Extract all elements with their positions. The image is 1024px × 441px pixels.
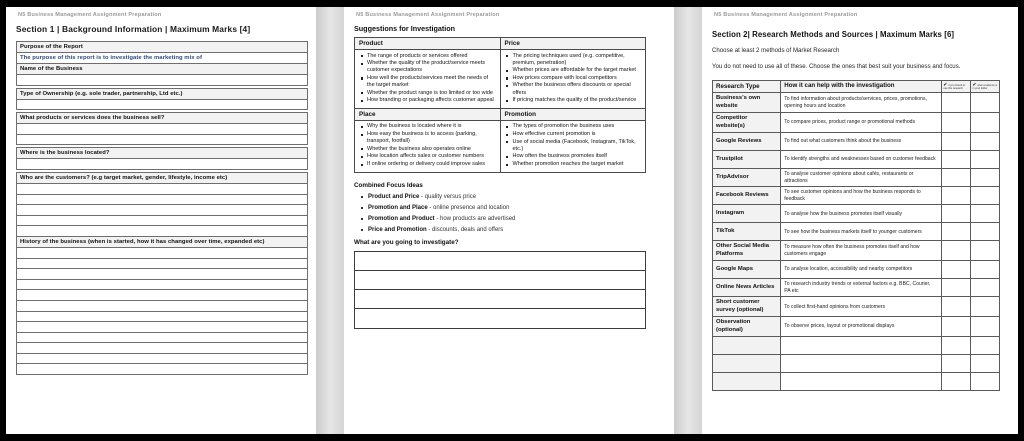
research-help-cell: To collect first-hand opinions from customers (781, 297, 942, 317)
intend-to-use-checkbox-cell[interactable] (941, 317, 970, 337)
page-header-2: N5 Business Management Assignment Preparation (356, 12, 500, 18)
research-help-cell: To compare prices, product range or promotional methods (781, 113, 942, 133)
form-answer-blank[interactable] (17, 134, 308, 145)
evidence-in-folder-checkbox-cell[interactable] (970, 93, 999, 113)
mix-bullet-item: Whether promotion reaches the target market (513, 161, 643, 168)
research-type-cell (713, 355, 781, 373)
check-icon-1: ✔ (943, 81, 948, 88)
intend-to-use-checkbox-cell[interactable] (941, 113, 970, 133)
research-help-cell: To find information about products/services, prices, promotions, opening hours and location (781, 93, 942, 113)
research-help-cell: To observe prices, layout or promotional displays (781, 317, 942, 337)
form-row (17, 88, 308, 99)
evidence-in-folder-checkbox-cell[interactable] (970, 241, 999, 261)
table-row (713, 317, 1000, 337)
form-answer-blank[interactable] (17, 311, 308, 322)
viewport-left-edge (0, 0, 6, 441)
intend-to-use-checkbox-cell[interactable] (941, 241, 970, 261)
col-header-evidence-in-folder-label: when evidence is in your folder (972, 83, 998, 91)
form-row (17, 194, 308, 205)
answer-line[interactable] (355, 290, 645, 309)
research-type-cell (713, 337, 781, 355)
mix-bullet-item: How often the business promotes itself (513, 153, 643, 160)
mix-bullet-item: If online ordering or delivery could improve sales (367, 161, 497, 168)
research-methods-table (712, 80, 1000, 391)
combined-focus-item (368, 203, 666, 214)
form-row (17, 183, 308, 194)
page-gutter-2 (674, 0, 702, 441)
mix-heading-place: Place (355, 108, 501, 120)
mix-body-row-2 (355, 120, 646, 172)
combined-focus-list (368, 192, 666, 236)
form-row (17, 53, 308, 64)
viewport-bottom-bar (0, 434, 1024, 441)
form-row (17, 322, 308, 333)
investigation-answer-box[interactable] (354, 251, 646, 329)
research-type-cell (713, 373, 781, 391)
form-row (17, 64, 308, 75)
form-row (17, 42, 308, 53)
form-row (17, 332, 308, 343)
mix-heading-promotion: Promotion (500, 108, 646, 120)
intend-to-use-checkbox-cell[interactable] (941, 261, 970, 279)
intend-to-use-checkbox-cell[interactable] (941, 223, 970, 241)
mix-cell-price (500, 50, 646, 109)
table-row (713, 279, 1000, 297)
research-type-cell: Other Social Media Platforms (713, 241, 781, 261)
form-answer-blank[interactable] (17, 75, 308, 86)
answer-line[interactable] (355, 271, 645, 290)
form-row (17, 279, 308, 290)
mix-bullet-item: The range of products or services offered (367, 53, 497, 60)
mix-heading-product: Product (355, 38, 501, 50)
viewport-top-bar (0, 0, 1024, 7)
research-table-header-row (713, 81, 1000, 93)
form-answer-blank[interactable] (17, 183, 308, 194)
form-row (17, 99, 308, 110)
evidence-in-folder-checkbox-cell[interactable] (970, 373, 999, 391)
page-header-1: N5 Business Management Assignment Preparation (18, 12, 162, 18)
form-question-label: Where is the business located? (17, 148, 308, 159)
form-row (17, 247, 308, 258)
form-row (17, 205, 308, 216)
form-answer-blank[interactable] (17, 258, 308, 269)
table-row (713, 187, 1000, 205)
evidence-in-folder-checkbox-cell[interactable] (970, 223, 999, 241)
form-row (17, 236, 308, 247)
combined-focus-item-bold: Promotion and Place (368, 204, 428, 211)
mix-cell-place (355, 120, 501, 172)
evidence-in-folder-checkbox-cell[interactable] (970, 187, 999, 205)
section-2-note-2: You do not need to use all of these. Choose the ones that best suit your business and focus. (712, 63, 961, 70)
table-row (713, 133, 1000, 151)
table-row (713, 261, 1000, 279)
form-row (17, 290, 308, 301)
evidence-in-folder-checkbox-cell[interactable] (970, 279, 999, 297)
research-help-cell: To analyse customer opinions about cafés, restaurants or attractions (781, 169, 942, 187)
table-row (713, 93, 1000, 113)
form-question-label: Purpose of the Report (17, 42, 308, 53)
marketing-mix-table (354, 37, 646, 173)
section-2-title: Section 2| Research Methods and Sources | Maximum Marks [6] (712, 30, 955, 39)
form-row (17, 269, 308, 280)
research-help-cell: To see customer opinions and how the business responds to feedback (781, 187, 942, 205)
form-answer-blank[interactable] (17, 343, 308, 354)
research-type-cell: Business's own website (713, 93, 781, 113)
research-help-cell: To see how the business markets itself to younger customers (781, 223, 942, 241)
mix-bullet-item: Whether the business also operates online (367, 146, 497, 153)
evidence-in-folder-checkbox-cell[interactable] (970, 151, 999, 169)
research-help-cell: To find out what customers think about the business (781, 133, 942, 151)
table-row (713, 113, 1000, 133)
form-answer-blank[interactable] (17, 215, 308, 226)
mix-bullet-item: The pricing techniques used (e.g. competitive, premium, penetration) (513, 53, 643, 67)
intend-to-use-checkbox-cell[interactable] (941, 297, 970, 317)
mix-cell-promotion (500, 120, 646, 172)
document-page-2 (344, 0, 674, 441)
evidence-in-folder-checkbox-cell[interactable] (970, 355, 999, 373)
form-row (17, 226, 308, 237)
mix-body-row-1 (355, 50, 646, 109)
evidence-in-folder-checkbox-cell[interactable] (970, 205, 999, 223)
form-question-label: Who are the customers? (e.g target market, gender, lifestyle, income etc) (17, 172, 308, 183)
form-answer-blank[interactable] (17, 332, 308, 343)
form-answer-blank[interactable] (17, 205, 308, 216)
research-help-cell: To analyse how the business promotes itself visually (781, 205, 942, 223)
mix-bullet-item: How effective current promotion is (513, 131, 643, 138)
check-icon-2: ✔ (972, 81, 977, 88)
form-row (17, 258, 308, 269)
form-row (17, 311, 308, 322)
evidence-in-folder-checkbox-cell[interactable] (970, 297, 999, 317)
mix-bullet-item: How location affects sales or customer numbers (367, 153, 497, 160)
mix-bullet-item: Why the business is located where it is (367, 123, 497, 130)
form-row (17, 215, 308, 226)
combined-focus-item-rest: - quality versus price (419, 193, 477, 200)
combined-focus-title: Combined Focus Ideas (354, 181, 423, 189)
research-type-cell: Google Maps (713, 261, 781, 279)
evidence-in-folder-checkbox-cell[interactable] (970, 113, 999, 133)
section-1-title: Section 1 | Background Information | Maximum Marks [4] (16, 24, 251, 34)
intend-to-use-checkbox-cell[interactable] (941, 133, 970, 151)
form-row (17, 172, 308, 183)
intend-to-use-checkbox-cell[interactable] (941, 373, 970, 391)
evidence-in-folder-checkbox-cell[interactable] (970, 337, 999, 355)
form-answer-blank[interactable] (17, 279, 308, 290)
intend-to-use-checkbox-cell[interactable] (941, 355, 970, 373)
table-row (713, 223, 1000, 241)
form-row (17, 113, 308, 124)
mix-bullet-item: How prices compare with local competitors (513, 75, 643, 82)
form-question-label: Type of Ownership (e.g. sole trader, partnership, Ltd etc.) (17, 88, 308, 99)
research-help-cell (781, 337, 942, 355)
col-header-how-it-helps: How it can help with the investigation (781, 81, 942, 93)
investigate-prompt: What are you going to investigate? (354, 238, 459, 246)
col-header-evidence-in-folder (970, 81, 999, 93)
table-row (713, 373, 1000, 391)
mix-bullet-item: How branding or packaging affects customer appeal (367, 97, 497, 104)
combined-focus-item-bold: Product and Price (368, 193, 420, 200)
evidence-in-folder-checkbox-cell[interactable] (970, 317, 999, 337)
evidence-in-folder-checkbox-cell[interactable] (970, 261, 999, 279)
intend-to-use-checkbox-cell[interactable] (941, 279, 970, 297)
form-question-label: What products or services does the business sell? (17, 113, 308, 124)
form-row (17, 364, 308, 375)
form-answer-blank[interactable] (17, 300, 308, 311)
intend-to-use-checkbox-cell[interactable] (941, 337, 970, 355)
research-help-cell: To analyse location, accessibility and nearby competitors (781, 261, 942, 279)
research-help-cell (781, 373, 942, 391)
intend-to-use-checkbox-cell[interactable] (941, 205, 970, 223)
mix-header-row-2 (355, 108, 646, 120)
form-question-label: History of the business (when is started, how it has changed over time, expanded etc) (17, 236, 308, 247)
form-row (17, 343, 308, 354)
form-answer-blank[interactable] (17, 194, 308, 205)
combined-focus-item-rest: - discounts, deals and offers (426, 226, 504, 233)
mix-bullet-item: Whether the quality of the product/service meets customer expectations (367, 60, 497, 74)
combined-focus-item (368, 214, 666, 225)
col-header-research-type: Research Type (713, 81, 781, 93)
mix-bullet-item: Whether prices are affordable for the target market (513, 67, 643, 74)
research-help-cell (781, 355, 942, 373)
table-row (713, 337, 1000, 355)
mix-bullet-item: The types of promotion the business uses (513, 123, 643, 130)
form-answer-blank[interactable] (17, 353, 308, 364)
combined-focus-item-bold: Price and Promotion (368, 226, 427, 233)
form-answer-filled[interactable]: The purpose of this report is to investigate the marketing mix of (17, 53, 308, 64)
research-type-cell: Instagram (713, 205, 781, 223)
document-page-1 (6, 0, 316, 441)
research-type-cell: Trustpilot (713, 151, 781, 169)
mix-bullet-item: How easy the business is to access (parking, transport, footfall) (367, 131, 497, 145)
form-row (17, 124, 308, 135)
form-answer-blank[interactable] (17, 159, 308, 170)
form-answer-blank[interactable] (17, 269, 308, 280)
research-help-cell: To measure how often the business promotes itself and how customers engage (781, 241, 942, 261)
mix-bullet-item: Use of social media (Facebook, Instagram, TikTok, etc.) (513, 139, 643, 153)
mix-cell-product (355, 50, 501, 109)
suggestions-title: Suggestions for Investigation (354, 24, 456, 33)
intend-to-use-checkbox-cell[interactable] (941, 151, 970, 169)
background-information-form (16, 41, 308, 375)
research-help-cell: To research industry trends or external factors e.g. BBC, Courier, PA etc (781, 279, 942, 297)
form-answer-blank[interactable] (17, 364, 308, 375)
evidence-in-folder-checkbox-cell[interactable] (970, 169, 999, 187)
research-type-cell: Google Reviews (713, 133, 781, 151)
mix-bullet-item: Whether the business offers discounts or special offers (513, 82, 643, 96)
form-answer-blank[interactable] (17, 99, 308, 110)
section-2-note-1: Choose at least 2 methods of Market Research (712, 47, 840, 54)
mix-heading-price: Price (500, 38, 646, 50)
form-question-label: Name of the Business (17, 64, 308, 75)
form-row (17, 300, 308, 311)
form-row (17, 134, 308, 145)
combined-focus-item-bold: Promotion and Product (368, 215, 435, 222)
form-answer-blank[interactable] (17, 124, 308, 135)
form-row (17, 353, 308, 364)
answer-line[interactable] (355, 309, 645, 328)
mix-bullet-item: Whether the product range is too limited or too wide (367, 90, 497, 97)
answer-line[interactable] (355, 252, 645, 271)
page-gutter-1 (316, 0, 344, 441)
research-type-cell: TikTok (713, 223, 781, 241)
col-header-intend-to-use (941, 81, 970, 93)
col-header-intend-to-use-label: if you intend to use this research (943, 83, 966, 91)
research-type-cell: Short customer survey (optional) (713, 297, 781, 317)
table-row (713, 151, 1000, 169)
form-answer-blank[interactable] (17, 290, 308, 301)
form-answer-blank[interactable] (17, 226, 308, 237)
form-answer-blank[interactable] (17, 322, 308, 333)
mix-header-row-1 (355, 38, 646, 50)
evidence-in-folder-checkbox-cell[interactable] (970, 133, 999, 151)
research-type-cell: Online News Articles (713, 279, 781, 297)
table-row (713, 297, 1000, 317)
combined-focus-item-rest: - online presence and location (427, 204, 510, 211)
intend-to-use-checkbox-cell[interactable] (941, 93, 970, 113)
intend-to-use-checkbox-cell[interactable] (941, 187, 970, 205)
mix-bullet-item: How well the products/services meet the needs of the target market (367, 75, 497, 89)
page-header-3: N5 Business Management Assignment Preparation (714, 12, 858, 18)
form-answer-blank[interactable] (17, 247, 308, 258)
table-row (713, 241, 1000, 261)
viewport-right-edge (1018, 0, 1024, 441)
research-help-cell: To identify strengths and weaknesses based on customer feedback (781, 151, 942, 169)
table-row (713, 205, 1000, 223)
research-type-cell: TripAdvisor (713, 169, 781, 187)
mix-bullet-item: If pricing matches the quality of the product/service (513, 97, 643, 104)
research-type-cell: Observation (optional) (713, 317, 781, 337)
research-type-cell: Competitor website(s) (713, 113, 781, 133)
table-row (713, 355, 1000, 373)
combined-focus-item (368, 225, 666, 236)
intend-to-use-checkbox-cell[interactable] (941, 169, 970, 187)
form-row (17, 75, 308, 86)
combined-focus-item-rest: - how products are advertised (434, 215, 516, 222)
document-page-3 (702, 0, 1020, 441)
form-row (17, 148, 308, 159)
form-row (17, 159, 308, 170)
research-type-cell: Facebook Reviews (713, 187, 781, 205)
table-row (713, 169, 1000, 187)
combined-focus-item (368, 192, 666, 203)
